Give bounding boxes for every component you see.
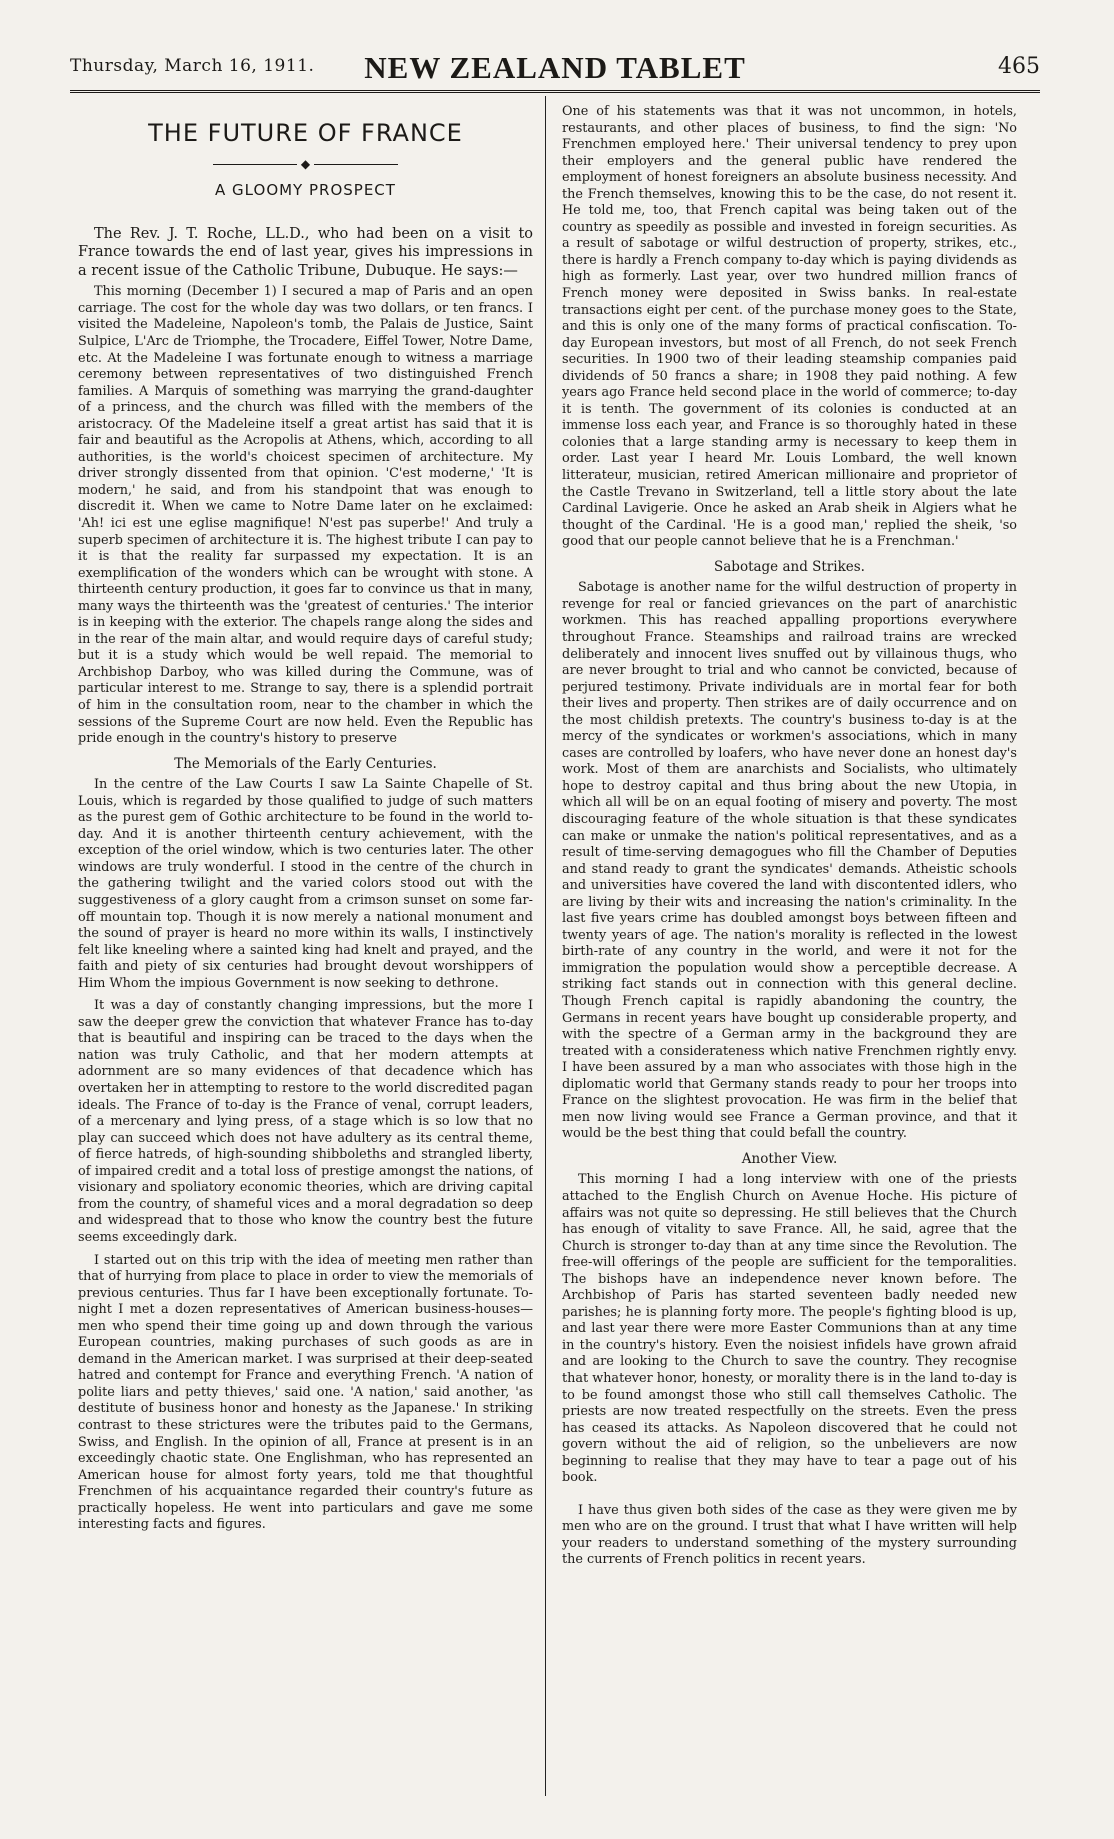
- article-intro: The Rev. J. T. Roche, LL.D., who had been on a visit to France towards the end of last year, gives his impressions in a recent issue of the Catholic Tribune, Dubuque. He says:—: [78, 225, 533, 279]
- diamond-ornament-icon: ◆: [297, 157, 314, 171]
- article-title: THE FUTURE OF FRANCE: [148, 119, 463, 147]
- paragraph: In the centre of the Law Courts I saw La Sainte Chapelle of St. Louis, which is regarded by those qualified to judge of such matters as the purest gem of Gothic architecture to be found in the world to-day. And it is another thirteenth century achievement, with the exception of the oriel window, which is two centuries later. The other windows are truly wonderful. I stood in the centre of the church in the gathering twilight and the varied colors stood out with the suggestiveness of a glory caught from a crimson sunset on some far-off mountain top. Though it is now merely a national monument and the sound of prayer is heard no more within its walls, I instinctively felt like kneeling where a sainted king had knelt and prayed, and the faith and piety of six centuries had brought devout worshippers of Him Whom the impious Government is now seeking to dethrone.: [78, 777, 533, 991]
- paragraph: One of his statements was that it was not uncommon, in hotels, restaurants, and other places of business, to find the sign: 'No Frenchmen employed here.' Their universal tendency to prey upon their employers and the general public have rendered the employment of honest foreigners an absolute business necessity. And the French themselves, knowing this to be the case, do not resent it. He told me, too, that French capital was being taken out of the country as speedily as possible and invested in foreign securities. As a result of sabotage or wilful destruction of property, strikes, etc., there is hardly a French company to-day which is paying dividends as high as formerly. Last year, over two hundred million francs of French money were deposited in Swiss banks. In real-estate transactions eight per cent. of the purchase money goes to the State, and this is only one of the many forms of practical confiscation. To-day European investors, but most of all French, do not seek French securities. In 1900 two of their leading steamship companies paid dividends of 50 francs a share; in 1908 they paid nothing. A few years ago France held second place in the world of commerce; to-day it is tenth. The government of its colonies is conducted at an immense loss each year, and France is so thoroughly hated in these colonies that a large standing army is necessary to keep them in order. Last year I heard Mr. Louis Lombard, the well known litterateur, musician, retired American millionaire and proprietor of the Castle Trevano in Switzerland, tell a little story about the late Cardinal Lavigerie. Once he asked an Arab sheik in Algiers what he thought of the Cardinal. 'He is a good man,' replied the sheik, 'so good that our people cannot believe that he is a Frenchman.': [562, 104, 1017, 550]
- section-heading: Sabotage and Strikes.: [714, 558, 865, 575]
- column-divider: [545, 96, 546, 1796]
- paragraph: It was a day of constantly changing impressions, but the more I saw the deeper grew the conviction that whatever France has to-day that is beautiful and inspiring can be traced to the days when the nation was truly Catholic, and that her modern attempts at adornment are so many evidences of that decadence which has overtaken her in attempting to restore to the world discredited pagan ideals. The France of to-day is the France of venal, corrupt leaders, of a mercenary and lying press, of a stage which is so low that no play can succeed which does not have adultery as its central theme, of fierce hatreds, of high-sounding shibboleths and strangled liberty, of impaired credit and a total loss of prestige amongst the nations, of visionary and spoliatory economic theories, which are driving capital from the country, of shameful vices and a moral degradation so deep and widespread that to those who know the country best the future seems exceedingly dark.: [78, 998, 533, 1245]
- section-heading: Another View.: [741, 1150, 838, 1167]
- left-column: [78, 104, 533, 1794]
- title-ornament: [78, 156, 533, 172]
- page-number: 465: [998, 54, 1040, 79]
- paragraph: Sabotage is another name for the wilful destruction of property in revenge for real or fancied grievances on the part of anarchistic workmen. This has reached appalling proportions everywhere throughout France. Steamships and railroad trains are wrecked deliberately and innocent lives snuffed out by villainous thugs, who are never brought to trial and who cannot be convicted, because of perjured testimony. Private individuals are in mortal fear for both their lives and property. Then strikes are of daily occurrence and on the most childish pretexts. The country's business to-day is at the mercy of the syndicates or workmen's associations, which in many cases are controlled by loafers, who have never done an honest day's work. Most of them are anarchists and Socialists, who ultimately hope to destroy capital and thus bring about the new Utopia, in which all will be on an equal footing of misery and poverty. The most discouraging feature of the whole situation is that these syndicates can make or unmake the nation's political representatives, and as a result of time-serving demagogues who fill the Chamber of Deputies and stand ready to grant the syndicates' demands. Atheistic schools and universities have covered the land with discontented idlers, who are living by their wits and increasing the nation's criminality. In the last five years crime has doubled amongst boys between fifteen and twenty years of age. The nation's morality is reflected in the lowest birth-rate of any country in the world, and were it not for the immigration the population would show a perceptible decrease. A striking fact stands out in connection with this general decline. Though French capital is rapidly abandoning the country, the Germans in recent years have bought up considerable property, and with the spectre of a German army in the background they are treated with a considerateness which native Frenchmen rightly envy. I have been assured by a man who associates with those high in the diplomatic world that Germany stands ready to pour her troops into France on the slightest provocation. He was firm in the belief that men now living would see France a German province, and that it would be the best thing that could befall the country.: [562, 580, 1017, 1142]
- closing-paragraph: I have thus given both sides of the case as they were given me by men who are on the ground. I trust that what I have written will help your readers to understand something of the mystery surrounding the currents of French politics in recent years.: [562, 1502, 1017, 1568]
- newspaper-title: NEW ZEALAND TABLET: [364, 50, 746, 85]
- paragraph: This morning (December 1) I secured a map of Paris and an open carriage. The cost for the whole day was two dollars, or ten francs. I visited the Madeleine, Napoleon's tomb, the Palais de Justice, Saint Sulpice, L'Arc de Triomphe, the Trocadere, Eiffel Tower, Notre Dame, etc. At the Madeleine I was fortunate enough to witness a marriage ceremony between representatives of two distinguished French families. A Marquis of something was marrying the grand-daughter of a princess, and the church was filled with the members of the aristocracy. Of the Madeleine itself a great artist has said that it is fair and beautiful as the Acropolis at Athens, which, according to all authorities, is the world's choicest specimen of architecture. My driver strongly dissented from that opinion. 'C'est moderne,' 'It is modern,' he said, and from his standpoint that was enough to discredit it. When we came to Notre Dame later on he exclaimed: 'Ah! ici est une eglise magnifique! N'est pas superbe!' And truly a superb specimen of architecture it is. The highest tribute I can pay to it is that the reality far surpassed my expectation. It is an exemplification of the wonders which can be wrought with stone. A thirteenth century production, it goes far to convince us that in many, many ways the thirteenth was the 'greatest of centuries.' The interior is in keeping with the exterior. The chapels range along the sides and in the rear of the main altar, and would require days of careful study; but it is a study which would be well repaid. The memorial to Archbishop Darboy, who was killed during the Commune, was of particular interest to me. Strange to say, there is a splendid portrait of him in the consultation room, near to the chamber in which the sessions of the Supreme Court are now held. Even the Republic has pride enough in the country's history to preserve: [78, 284, 533, 747]
- right-column: [562, 104, 1017, 1794]
- paragraph: I started out on this trip with the idea of meeting men rather than that of hurrying from place to place in order to view the memorials of previous centuries. Thus far I have been exceptionally fortunate. To-night I met a dozen representatives of American business-houses—men who spend their time going up and down through the various European countries, making purchases of such goods as are in demand in the American market. I was surprised at their deep-seated hatred and contempt for France and everything French. 'A nation of polite liars and petty thieves,' said one. 'A nation,' said another, 'as destitute of business honor and honesty as the Japanese.' In striking contrast to these strictures were the tributes paid to the Germans, Swiss, and English. In the opinion of all, France at present is in an exceedingly chaotic state. One Englishman, who has represented an American house for almost forty years, told me that thoughtful Frenchmen of his acquaintance regarded their country's future as practically hopeless. He went into particulars and gave me some interesting facts and figures.: [78, 1252, 533, 1533]
- article-subtitle: A GLOOMY PROSPECT: [215, 181, 396, 199]
- section-heading: The Memorials of the Early Centuries.: [174, 755, 437, 772]
- issue-date: Thursday, March 16, 1911.: [70, 56, 315, 76]
- paragraph: This morning I had a long interview with one of the priests attached to the English Church on Avenue Hoche. His picture of affairs was not quite so depressing. He still believes that the Church has enough of vitality to save France. All, he said, agree that the Church is stronger to-day than at any time since the Revolution. The free-will offerings of the people are sufficient for the temporalities. The bishops have an independence never known before. The Archbishop of Paris has started seventeen badly needed new parishes; he is planning forty more. The people's fighting blood is up, and last year there were more Easter Communions than at any time in the country's history. Even the noisiest infidels have grown afraid and are looking to the Church to save the country. They recognise that whatever honor, honesty, or morality there is in the land to-day is to be found amongst those who still call themselves Catholic. The priests are now treated respectfully on the streets. Even the press has ceased its attacks. As Napoleon discovered that he could not govern without the aid of religion, so the unbelievers are now beginning to realise that they may have to tear a page out of his book.: [562, 1172, 1017, 1486]
- masthead: [70, 36, 1040, 93]
